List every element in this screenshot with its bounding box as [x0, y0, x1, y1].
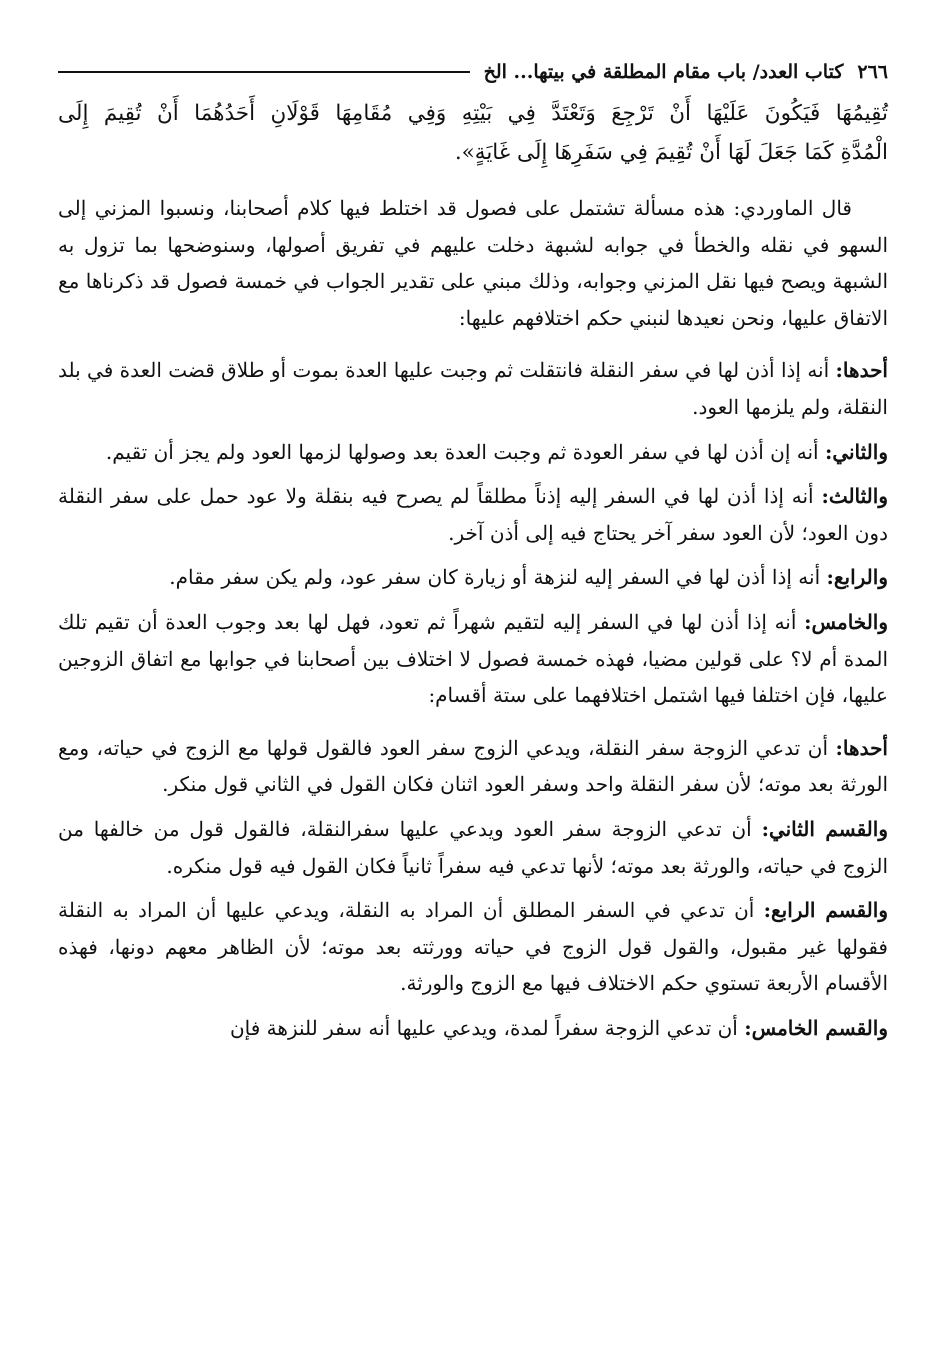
header-rule	[58, 71, 470, 73]
fasl-2-lead: والثاني:	[824, 439, 888, 464]
fasl-5-lead: والخامس:	[804, 609, 888, 634]
fasl-3	[58, 478, 888, 551]
qism-4-text: أن تدعي في السفر المطلق أن المراد به النقلة، ويدعي عليها أن المراد به النقلة فقولها غير مقبول، والقول قول الزوج في حياته وورثته بعد موته؛ لأن الظاهر معهم دونها، فهذه الأقسام الأربعة تستوي حكم الاختلاف فيها مع الزوج والورثة.	[58, 898, 888, 996]
quote-line-1: تُقِيمُهَا فَيَكُونَ عَلَيْهَا أَنْ تَرْجِعَ وَتَعْتَدَّ فِي بَيْتِهِ وَفِي مُقَامِهَا قَوْلَانِ أَحَدُهُمَا أَنْ تُقِيمَ إِلَى	[58, 101, 888, 126]
fasl-1	[58, 352, 888, 425]
fasl-4-lead: والرابع:	[826, 565, 888, 590]
fasl-4-text: أنه إذا أذن لها في السفر إليه لنزهة أو زيارة كان سفر عود، ولم يكن سفر مقام.	[169, 565, 827, 590]
fasl-5-text: أنه إذا أذن لها في السفر إليه لتقيم شهراً ثم تعود، فهل لها بعد وجوب العدة أن تقيم تلك المدة أم لا؟ على قولين مضيا، فهذه خمسة فصول لا اختلاف بين أصحابنا في جوابها مع اتفاق الزوجين عليها، فإن اختلفا فيها اشتمل اختلافهما على ستة أقسام:	[58, 609, 888, 708]
running-title: كتاب العدد/ باب مقام المطلقة في بيتها... الخ	[483, 61, 844, 83]
qism-2-lead: والقسم الثاني:	[761, 816, 888, 841]
fasl-3-lead: والثالث:	[821, 484, 888, 509]
qism-1	[58, 730, 888, 803]
qism-4-lead: والقسم الرابع:	[763, 898, 888, 923]
fasl-3-text: أنه إذا أذن لها في السفر إليه إذناً مطلقاً لم يصرح فيه بنقلة ولا عود حمل على سفر النقلة دون العود؛ لأن العود سفر آخر يحتاج فيه إلى أذن آخر.	[58, 484, 888, 545]
qism-2	[58, 811, 888, 884]
qism-5-text: أن تدعي الزوجة سفراً لمدة، ويدعي عليها أنه سفر للنزهة فإن	[229, 1015, 745, 1040]
book-page	[58, 58, 888, 1348]
qism-2-text: أن تدعي الزوجة سفر العود ويدعي عليها سفرالنقلة، فالقول قول من خالفها من الزوج في حياته، والورثة بعد موته؛ لأنها تدعي فيه سفراً ثانياً فكان القول فيه قول منكره.	[58, 816, 888, 878]
page-number: ٢٦٦	[857, 61, 888, 83]
fasl-1-lead: أحدها:	[835, 358, 888, 383]
fasl-1-text: أنه إذا أذن لها في سفر النقلة فانتقلت ثم وجبت عليها العدة بموت أو طلاق قضت العدة في بلد النقلة، ولم يلزمها العود.	[58, 358, 888, 419]
fasl-5	[58, 604, 888, 714]
fasl-2-text: أنه إن أذن لها في سفر العودة ثم وجبت العدة بعد وصولها لزمها العود ولم يجز أن تقيم.	[105, 439, 825, 464]
qism-1-lead: أحدها:	[835, 735, 888, 760]
qism-1-text: أن تدعي الزوجة سفر النقلة، ويدعي الزوج سفر العود فالقول قولها مع الزوج في حياته، ومع الورثة بعد موته؛ لأن سفر النقلة واحد وسفر العود اثنان فكان القول في الثاني قول منكر.	[58, 735, 888, 797]
running-header	[58, 58, 888, 86]
qism-4	[58, 892, 888, 1002]
intro-paragraph: قال الماوردي: هذه مسألة تشتمل على فصول قد اختلط فيها كلام أصحابنا، ونسبوا المزني إلى السهو في نقله والخطأ في جوابه لشبهة دخلت عليهم في تفريق أصولها، وسنوضحها بما تزول به الشبهة ويصح فيها نقل المزني وجوابه، وذلك مبني على تقدير الجواب في خمسة فصول قد ذكرناها مع الاتفاق عليها، ونحن نعيدها لنبني حكم اختلافهم عليها:	[58, 196, 888, 330]
hadith-quote	[58, 94, 888, 172]
qism-5-lead: والقسم الخامس:	[744, 1015, 888, 1040]
qism-5	[58, 1010, 888, 1047]
fasl-2	[58, 434, 888, 471]
fasl-4	[58, 559, 888, 596]
quote-line-2: الْمُدَّةِ كَمَا جَعَلَ لَهَا أَنْ تُقِيمَ فِي سَفَرِهَا إِلَى غَايَةٍ».	[454, 140, 888, 165]
